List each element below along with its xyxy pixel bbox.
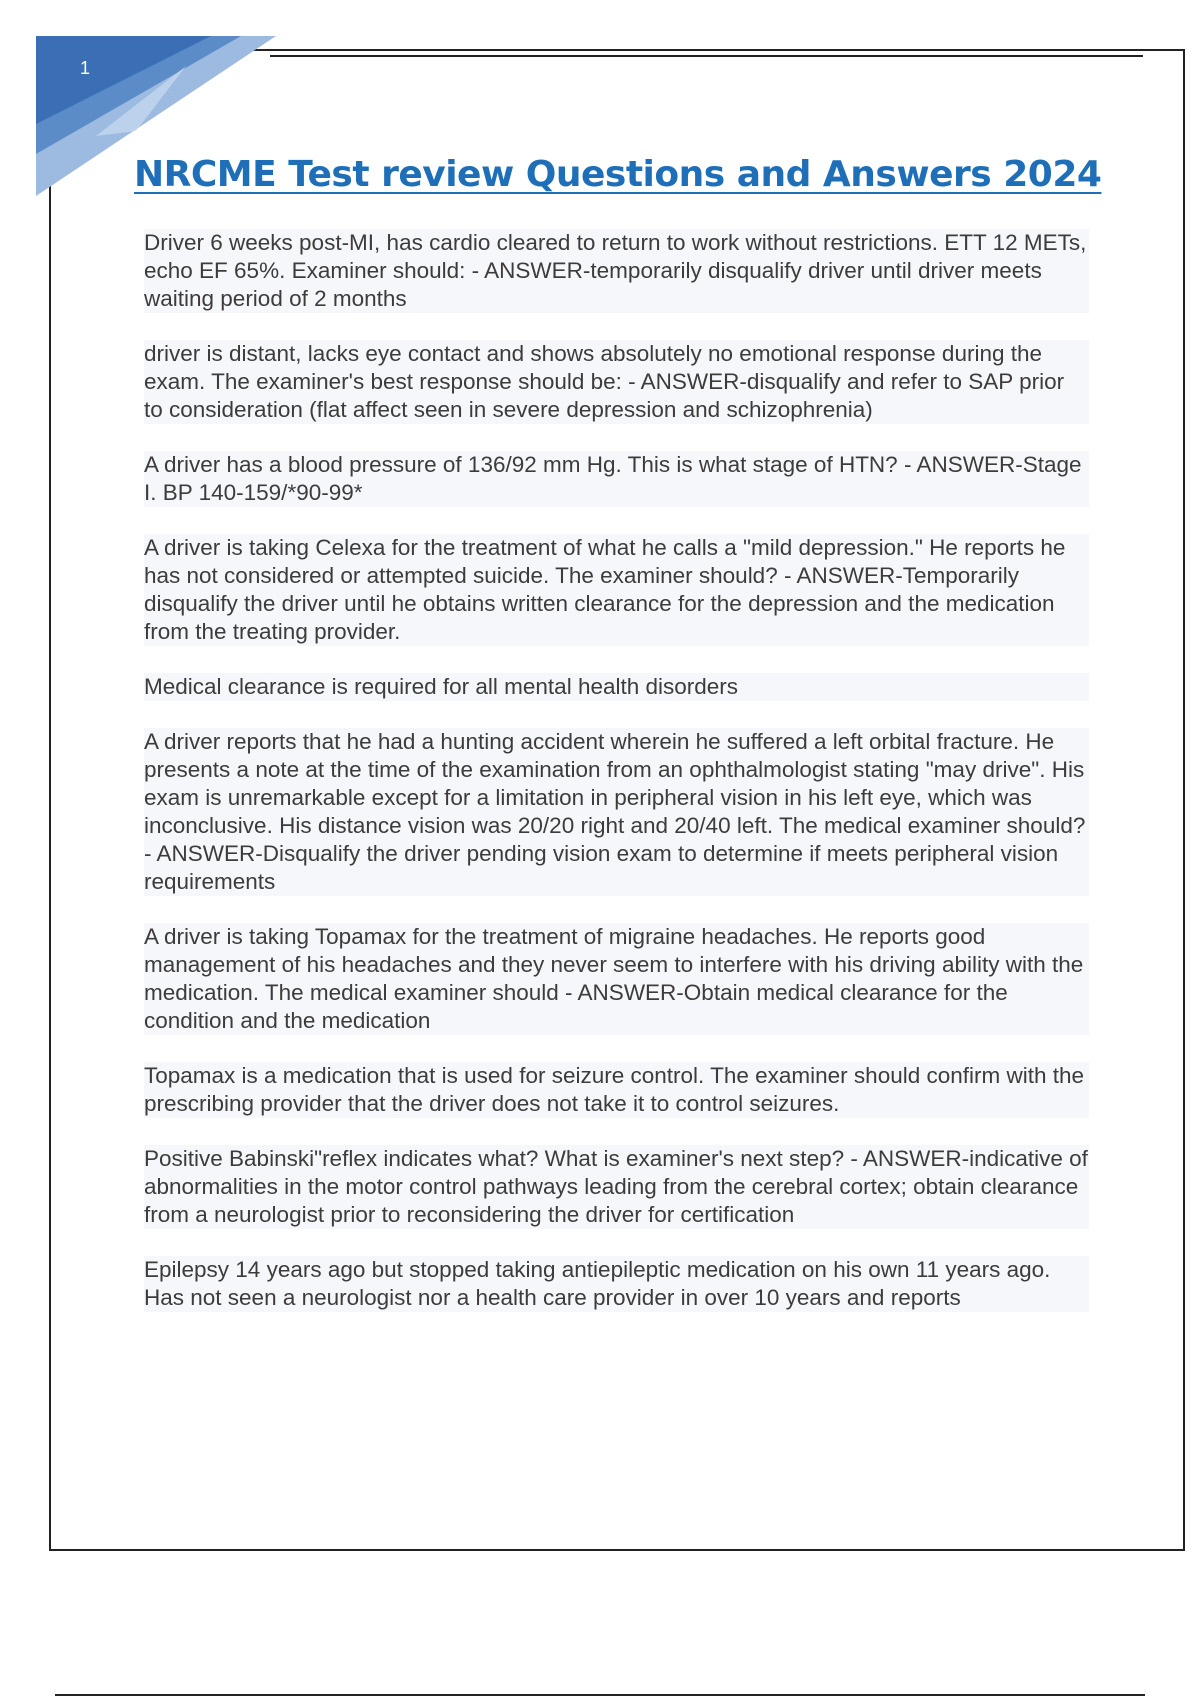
qa-item: driver is distant, lacks eye contact and shows absolutely no emotional response during the exam. The examiner's best response should be: - ANSWER-disqualify and refer to SAP prior to consideration (flat affect seen in severe depression and schizophrenia) <box>144 340 1089 424</box>
qa-item: A driver reports that he had a hunting accident wherein he suffered a left orbital fracture. He presents a note at the time of the examination from an ophthalmologist stating "may drive". His exam is unremarkable except for a limitation in peripheral vision in his left eye, which was inconclusive. His distance vision was 20/20 right and 20/40 left. The medical examiner should? - ANSWER-Disqualify the driver pending vision exam to determine if meets peripheral vision requirements <box>144 728 1089 896</box>
qa-item: Medical clearance is required for all mental health disorders <box>144 673 1089 701</box>
qa-list <box>144 229 1089 1339</box>
qa-item: Driver 6 weeks post-MI, has cardio cleared to return to work without restrictions. ETT 12 METs, echo EF 65%. Examiner should: - ANSWER-temporarily disqualify driver until driver meets waiting period of 2 months <box>144 229 1089 313</box>
qa-item: A driver is taking Topamax for the treatment of migraine headaches. He reports good management of his headaches and they never seem to interfere with his driving ability with the medication. The medical examiner should - ANSWER-Obtain medical clearance for the condition and the medication <box>144 923 1089 1035</box>
document-title: NRCME Test review Questions and Answers 2024 <box>134 154 1102 195</box>
qa-item: A driver is taking Celexa for the treatment of what he calls a "mild depression." He reports he has not considered or attempted suicide. The examiner should? - ANSWER-Temporarily disqualify the driver until he obtains written clearance for the depression and the medication from the treating provider. <box>144 534 1089 646</box>
qa-item: A driver has a blood pressure of 136/92 mm Hg. This is what stage of HTN? - ANSWER-Stage I. BP 140-159/*90-99* <box>144 451 1089 507</box>
footer-rule <box>55 1694 1145 1696</box>
header-rule <box>270 55 1143 57</box>
qa-item: Topamax is a medication that is used for seizure control. The examiner should confirm with the prescribing provider that the driver does not take it to control seizures. <box>144 1062 1089 1118</box>
qa-item: Positive Babinski"reflex indicates what? What is examiner's next step? - ANSWER-indicative of abnormalities in the motor control pathways leading from the cerebral cortex; obtain clearance from a neurologist prior to reconsidering the driver for certification <box>144 1146 1088 1227</box>
qa-item: Epilepsy 14 years ago but stopped taking antiepileptic medication on his own 11 years ago. Has not seen a neurologist nor a health care provider in over 10 years and reports <box>144 1256 1089 1312</box>
page-number: 1 <box>80 58 91 78</box>
